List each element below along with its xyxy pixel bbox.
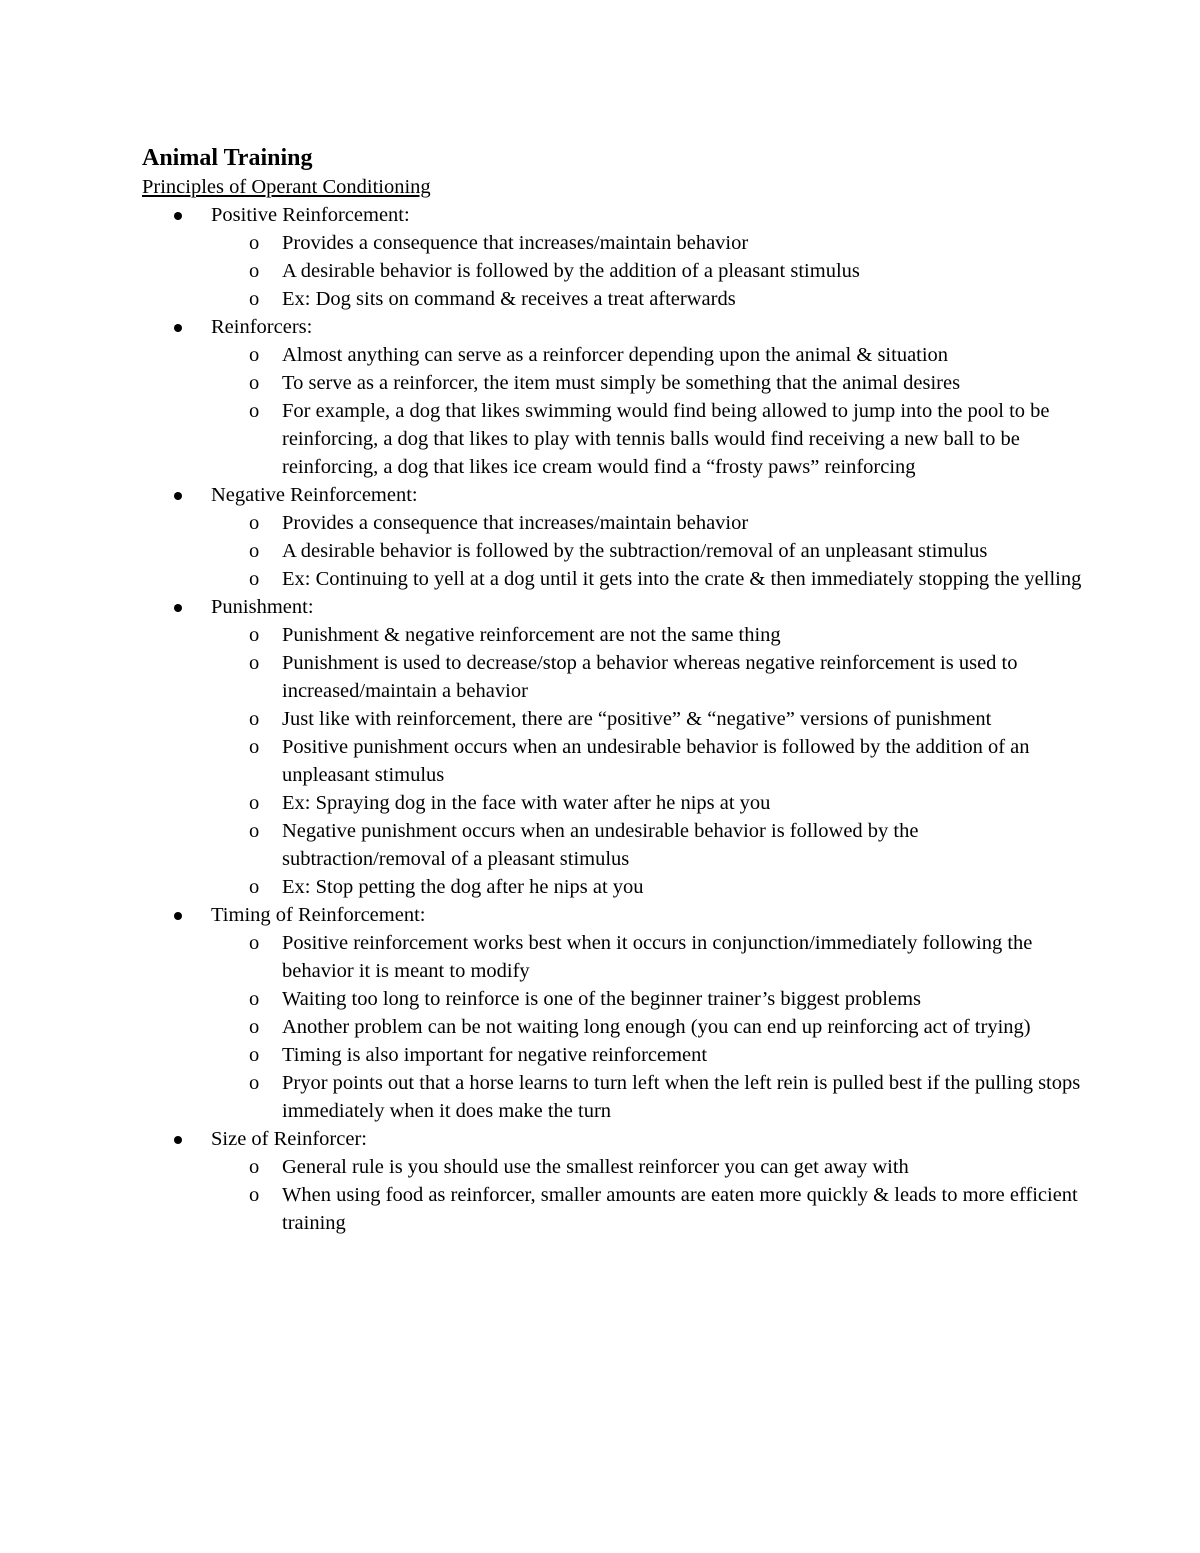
list-item: o A desirable behavior is followed by the addition of a pleasant stimulus: [142, 257, 1082, 285]
section-heading: Size of Reinforcer:: [211, 1128, 367, 1150]
list-item: o Punishment is used to decrease/stop a behavior whereas negative reinforcement is used to increased/maintain a behavior: [142, 649, 1082, 705]
circle-bullet-icon: o: [249, 652, 260, 674]
circle-bullet-icon: o: [249, 792, 260, 814]
circle-bullet-icon: o: [249, 876, 260, 898]
circle-bullet-icon: o: [249, 1184, 260, 1206]
bullet-icon: [174, 912, 182, 920]
circle-bullet-icon: o: [249, 1016, 260, 1038]
bullet-icon: [174, 492, 182, 500]
list-item: o Provides a consequence that increases/maintain behavior: [142, 229, 1082, 257]
list-item: o Ex: Continuing to yell at a dog until it gets into the crate & then immediately stopping the yelling: [142, 565, 1082, 593]
circle-bullet-icon: o: [249, 344, 260, 366]
document-subtitle: Principles of Operant Conditioning: [142, 176, 431, 198]
outline-section: [142, 593, 1082, 901]
list-item: o Ex: Spraying dog in the face with water after he nips at you: [142, 789, 1082, 817]
section-items: [211, 1153, 1082, 1237]
circle-bullet-icon: o: [249, 540, 260, 562]
circle-bullet-icon: o: [249, 820, 260, 842]
circle-bullet-icon: o: [249, 708, 260, 730]
bullet-icon: [174, 212, 182, 220]
document-page: [142, 143, 1082, 1237]
section-heading: Negative Reinforcement:: [211, 484, 418, 506]
circle-bullet-icon: o: [249, 1044, 260, 1066]
section-items: [211, 621, 1082, 901]
circle-bullet-icon: o: [249, 988, 260, 1010]
list-item: o When using food as reinforcer, smaller amounts are eaten more quickly & leads to more efficient training: [142, 1181, 1082, 1237]
list-item: o Almost anything can serve as a reinforcer depending upon the animal & situation: [142, 341, 1082, 369]
outline-section: [142, 901, 1082, 1125]
outline-section: [142, 201, 1082, 313]
circle-bullet-icon: o: [249, 568, 260, 590]
list-item: o Punishment & negative reinforcement are not the same thing: [142, 621, 1082, 649]
list-item: o Just like with reinforcement, there are “positive” & “negative” versions of punishment: [142, 705, 1082, 733]
section-heading: Punishment:: [211, 596, 314, 618]
bullet-icon: [174, 604, 182, 612]
circle-bullet-icon: o: [249, 260, 260, 282]
section-items: [211, 929, 1082, 1125]
section-heading: Positive Reinforcement:: [211, 204, 410, 226]
list-item: o General rule is you should use the smallest reinforcer you can get away with: [142, 1153, 1082, 1181]
list-item: o Negative punishment occurs when an undesirable behavior is followed by the subtraction/removal of a pleasant stimulus: [142, 817, 1082, 873]
section-heading: Timing of Reinforcement:: [211, 904, 426, 926]
list-item: o Waiting too long to reinforce is one of the beginner trainer’s biggest problems: [142, 985, 1082, 1013]
list-item: o A desirable behavior is followed by the subtraction/removal of an unpleasant stimulus: [142, 537, 1082, 565]
list-item: o Ex: Stop petting the dog after he nips at you: [142, 873, 1082, 901]
list-item: o Another problem can be not waiting long enough (you can end up reinforcing act of trying): [142, 1013, 1082, 1041]
list-item: o Positive punishment occurs when an undesirable behavior is followed by the addition of an unpleasant stimulus: [142, 733, 1082, 789]
list-item: o Ex: Dog sits on command & receives a treat afterwards: [142, 285, 1082, 313]
section-items: [211, 229, 1082, 313]
list-item: o Provides a consequence that increases/maintain behavior: [142, 509, 1082, 537]
circle-bullet-icon: o: [249, 512, 260, 534]
circle-bullet-icon: o: [249, 624, 260, 646]
bullet-icon: [174, 324, 182, 332]
bullet-icon: [174, 1136, 182, 1144]
list-item: o Timing is also important for negative reinforcement: [142, 1041, 1082, 1069]
circle-bullet-icon: o: [249, 288, 260, 310]
list-item: o For example, a dog that likes swimming would find being allowed to jump into the pool to be reinforcing, a dog that likes to play with tennis balls would find receiving a new ball to be reinforcing, a dog that likes ice cream would find a “frosty paws” reinforcing: [142, 397, 1082, 481]
circle-bullet-icon: o: [249, 1072, 260, 1094]
section-items: [211, 509, 1082, 593]
list-item: o Pryor points out that a horse learns to turn left when the left rein is pulled best if the pulling stops immediately when it does make the turn: [142, 1069, 1082, 1125]
outline-section: [142, 481, 1082, 593]
outline-section: [142, 1125, 1082, 1237]
section-items: [211, 341, 1082, 481]
circle-bullet-icon: o: [249, 1156, 260, 1178]
circle-bullet-icon: o: [249, 372, 260, 394]
document-title: Animal Training: [142, 145, 313, 171]
outline-list: [142, 201, 1082, 1237]
section-heading: Reinforcers:: [211, 316, 313, 338]
circle-bullet-icon: o: [249, 400, 260, 422]
list-item: o Positive reinforcement works best when it occurs in conjunction/immediately following the behavior it is meant to modify: [142, 929, 1082, 985]
outline-section: [142, 313, 1082, 481]
circle-bullet-icon: o: [249, 736, 260, 758]
circle-bullet-icon: o: [249, 932, 260, 954]
circle-bullet-icon: o: [249, 232, 260, 254]
list-item: o To serve as a reinforcer, the item must simply be something that the animal desires: [142, 369, 1082, 397]
